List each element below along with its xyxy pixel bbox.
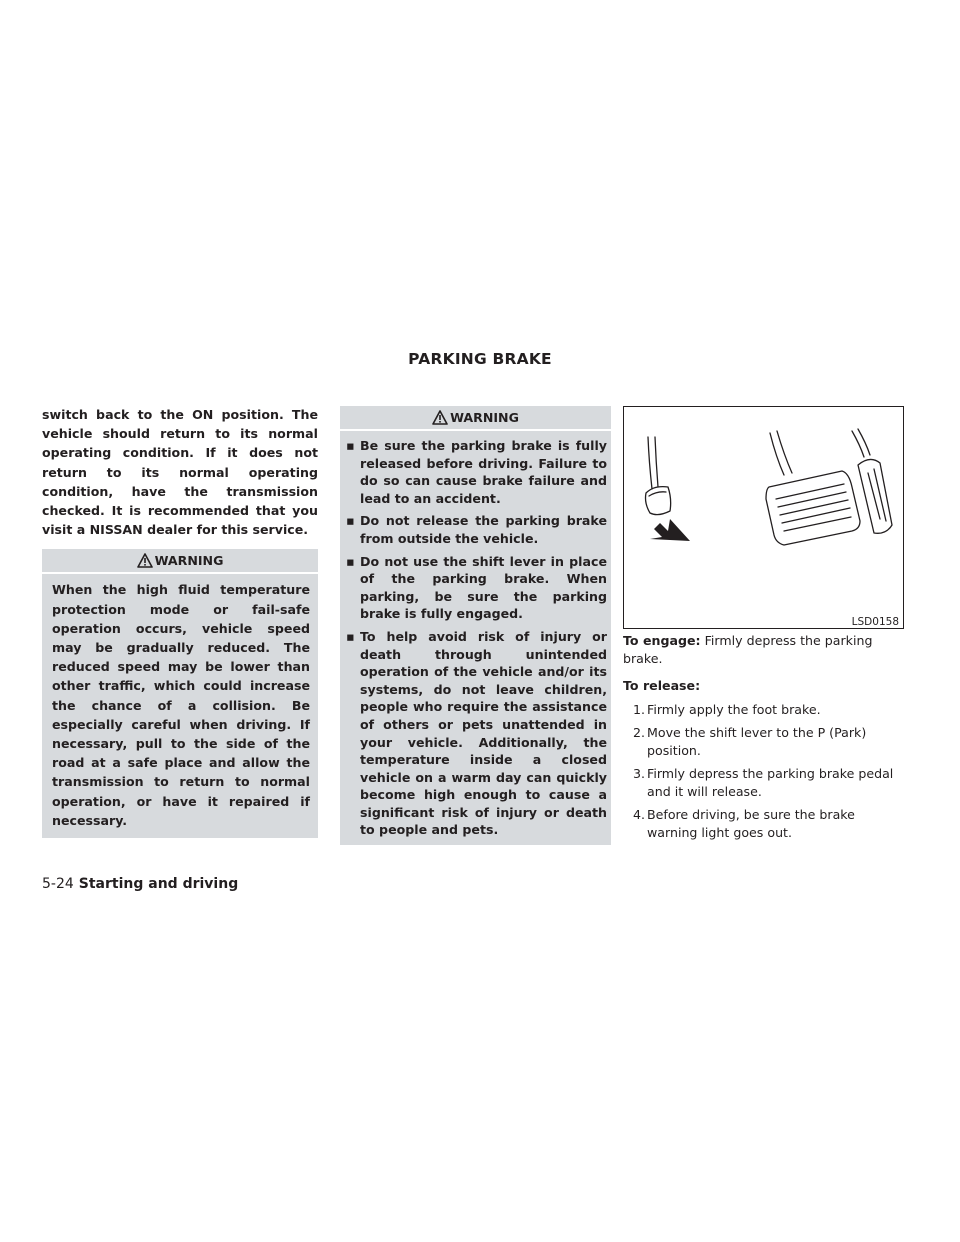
bullet-text: To help avoid risk of injury or death through unintended operation of the vehicle and/or its systems, do not leave children, people who require the assistance of others or pets unattended in your vehicle. Additionally, the temperature inside a closed vehicle on a warm day can quickly become high enough to cause a significant risk of injury or death to people and pets. (360, 628, 607, 838)
engage-label: To engage: (623, 633, 701, 648)
chapter-title: Starting and driving (78, 876, 239, 892)
page-number: 5-24 (42, 876, 74, 892)
bullet-square-icon: ▪ (346, 628, 355, 644)
warning-body (42, 574, 318, 838)
warning-text: When the high fluid temperature protection mode or fail-safe operation occurs, vehicle speed may be gradually reduced. The reduced speed may be lower than other traffic, which could increase the chance of a collision. Be especially careful when driving. If necessary, pull to the side of the road at a safe place and allow the transmission to return to normal operation, or have it repaired if necessary. (52, 582, 310, 828)
warning-triangle-icon (137, 553, 153, 573)
release-steps (623, 701, 906, 842)
list-item (623, 701, 906, 719)
column-right-text (623, 632, 906, 847)
bullet-square-icon: ▪ (346, 553, 355, 569)
warning-header (42, 549, 318, 572)
step-number: 4. (632, 807, 645, 822)
warning-header (340, 406, 611, 429)
engage-text: Firmly depress the parking brake. (623, 633, 873, 666)
bullet-text: Do not use the shift lever in place of the parking brake. When parking, be sure the parking brake is fully engaged. (360, 553, 607, 622)
figure-code: LSD0158 (851, 616, 899, 628)
list-item (623, 765, 906, 800)
release-label (623, 677, 906, 695)
warning-title: WARNING (450, 410, 519, 425)
page-footer (42, 876, 238, 892)
step-number: 3. (632, 766, 645, 781)
brake-pedal-figure (623, 406, 904, 629)
bullet-square-icon: ▪ (346, 513, 355, 529)
step-number: 1. (632, 701, 645, 717)
warning-box-middle (340, 406, 611, 845)
list-item (344, 553, 607, 623)
brake-pedal-illustration (624, 407, 903, 628)
list-item (623, 806, 906, 841)
column-left (42, 405, 318, 838)
step-number: 2. (632, 725, 645, 740)
intro-paragraph: switch back to the ON position. The vehicle should return to its normal operating condition. If it does not return to its normal operating condition, have the transmission checked. It is recommended that you visit a NISSAN dealer for this service. (42, 407, 318, 538)
step-text: Firmly depress the parking brake pedal and it will release. (647, 766, 894, 799)
step-text: Firmly apply the foot brake. (647, 701, 821, 717)
engage-paragraph (623, 632, 906, 667)
list-item (623, 724, 906, 759)
warning-title: WARNING (154, 553, 224, 569)
warning-triangle-icon (432, 410, 448, 430)
step-text: Move the shift lever to the P (Park) position. (647, 725, 867, 758)
warning-body (340, 431, 611, 845)
bullet-square-icon: ▪ (346, 438, 355, 453)
release-label-text: To release: (623, 678, 701, 693)
warning-bullet-list (344, 437, 607, 839)
section-title: PARKING BRAKE (408, 350, 552, 368)
warning-box-left (42, 549, 318, 838)
list-item (344, 437, 607, 507)
bullet-text: Do not release the parking brake from outside the vehicle. (360, 513, 607, 546)
list-item (344, 512, 607, 547)
list-item (344, 628, 607, 839)
bullet-text: Be sure the parking brake is fully released before driving. Failure to do so can cause brake failure and lead to an accident. (360, 438, 607, 506)
step-text: Before driving, be sure the brake warning light goes out. (647, 807, 855, 840)
